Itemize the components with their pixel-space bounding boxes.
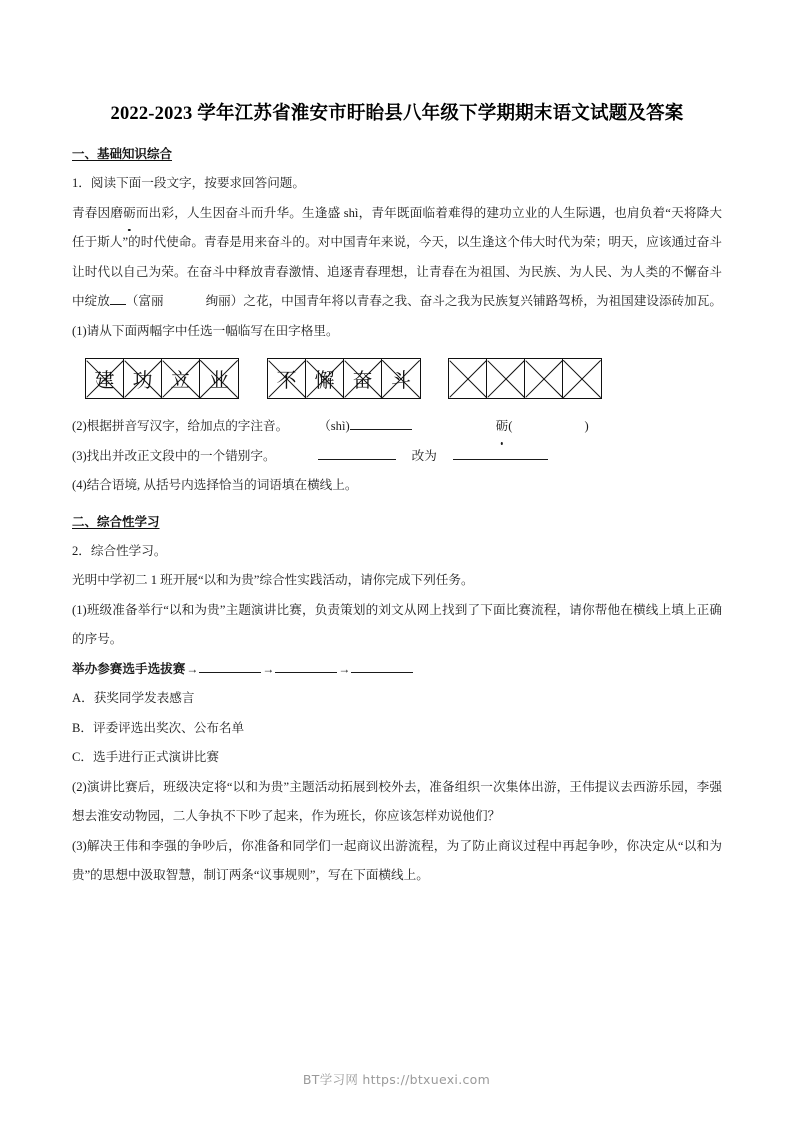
paren-close: )	[584, 419, 589, 433]
question-2-sub-1: (1)班级准备举行“以和为贵”主题演讲比赛，负责策划的刘文从网上找到了下面比赛流程，请你帮他在横线上填上正确的序号。	[72, 602, 722, 646]
tianzige-grid-1[interactable]	[85, 358, 239, 399]
question-2-sub-3: (3)解决王伟和李强的争吵后，你准备和同学们一起商议出游流程，为了防止商议过程中再起争吵，你决定从“以和为贵”的思想中汲取智慧，制订两条“议事规则”，写在下面横线上。	[72, 838, 722, 882]
arrow-right-icon: →	[262, 661, 275, 676]
tianzige-cell[interactable]	[200, 359, 238, 398]
tianzige-char: 立	[170, 368, 191, 392]
question-1-sub-1: (1)请从下面两幅字中任选一幅临写在田字格里。	[72, 323, 339, 338]
tianzige-char: 不	[276, 368, 297, 392]
emphasis-dot-char-li-2: 砺	[496, 412, 509, 442]
question-1-sub-4: (4)结合语境, 从括号内选择恰当的词语填在横线上。	[72, 478, 358, 492]
pinyin-label: （shì)	[318, 419, 350, 433]
flow-option-a: A．获奖同学发表感言	[72, 691, 195, 705]
tianzige-cell[interactable]	[124, 359, 162, 398]
tianzige-char: 建	[94, 368, 115, 392]
tianzige-cell[interactable]	[86, 359, 124, 398]
passage-paren-open: （富丽	[125, 294, 164, 308]
reading-passage	[72, 199, 722, 317]
arrow-right-icon: →	[338, 661, 351, 676]
question-1-sub-3	[72, 442, 722, 472]
tianzige-cell[interactable]	[563, 359, 601, 398]
question-1-sub-3-middle: 改为	[411, 448, 437, 463]
tianzige-char: 功	[132, 368, 153, 392]
tianzige-cell[interactable]	[268, 359, 306, 398]
tianzige-cell[interactable]	[487, 359, 525, 398]
tianzige-char: 懈	[314, 368, 335, 392]
passage-part-3: 之花，中国青年将以青春之我、奋斗之我为民族复兴铺路驾桥，为祖国建设添砖加瓦。	[243, 294, 722, 308]
passage-part-2: 而出彩，人生因奋斗而升华。生逢盛 shì，青年既面临着难得的建功立业的人生际遇，也肩负着“天将降大任于斯人”的时代使命。青春是用来奋斗的。对中国青年来说，今天，以生逢这个伟大时代为荣；明天，应该通过奋斗让时代以自己为荣。在奋斗中释放青春激情、追逐青春理想，让青春在为祖国、为民族、为人民、为人类的不懈奋斗中绽放	[72, 205, 723, 308]
page-title: 2022-2023 学年江苏省淮安市盱眙县八年级下学期期末语文试题及答案	[110, 104, 684, 124]
answer-blank-wrong-char[interactable]	[318, 459, 396, 460]
tianzige-char	[487, 359, 524, 398]
flow-option-b: B．评委评选出奖次、公布名单	[72, 720, 245, 735]
question-2-intro: 光明中学初二 1 班开展“以和为贵”综合性实践活动，请你完成下列任务。	[72, 573, 474, 587]
question-2-sub-2: (2)演讲比赛后，班级决定将“以和为贵”主题活动拓展到校外去，准备组织一次集体出游，王伟提议去西游乐园，李强想去淮安动物园，二人争执不下吵了起来，作为班长，你应该怎样劝说他们？	[72, 779, 722, 823]
tianzige-grid-row	[72, 354, 722, 410]
flow-blank-2[interactable]	[275, 672, 337, 673]
paren-open: (	[508, 419, 513, 433]
tianzige-char: 奋	[352, 368, 373, 392]
arrow-right-icon: →	[186, 661, 199, 676]
tianzige-char: 业	[209, 368, 229, 392]
emphasis-dot-char-li: 砺	[123, 199, 136, 229]
tianzige-cell[interactable]	[382, 359, 420, 398]
question-1-sub-3-prefix: (3)找出并改正文段中的一个错别字。	[72, 448, 276, 463]
section-heading-1: 一、基础知识综合	[72, 147, 173, 161]
tianzige-char	[525, 359, 562, 398]
page-footer-watermark: BT学习网 https://btxuexi.com	[302, 1072, 491, 1087]
flow-start-label: 举办参赛选手选拔赛	[72, 661, 186, 676]
answer-blank-pinyin[interactable]	[350, 429, 412, 430]
answer-blank-correct-char[interactable]	[453, 459, 548, 460]
question-1-stem: 1．阅读下面一段文字，按要求回答问题。	[72, 176, 305, 190]
flow-option-c: C．选手进行正式演讲比赛	[72, 750, 219, 764]
tianzige-char: 斗	[391, 368, 411, 392]
question-1-sub-2-prefix: (2)根据拼音写汉字，给加点的字注音。	[72, 419, 289, 433]
tianzige-cell[interactable]	[162, 359, 200, 398]
tianzige-grid-2[interactable]	[267, 358, 421, 399]
tianzige-cell[interactable]	[344, 359, 382, 398]
question-2-stem: 2．综合性学习。	[72, 543, 167, 558]
question-1-sub-2	[72, 412, 722, 442]
tianzige-grid-3-empty[interactable]	[448, 358, 602, 399]
contest-flow-line	[72, 655, 722, 685]
passage-inline-blank[interactable]	[110, 304, 126, 305]
section-heading-2: 二、综合性学习	[72, 514, 160, 529]
document-body	[72, 96, 722, 891]
tianzige-cell[interactable]	[306, 359, 344, 398]
passage-part-1: 青春因磨	[72, 205, 124, 220]
tianzige-cell[interactable]	[525, 359, 563, 398]
tianzige-cell[interactable]	[449, 359, 487, 398]
flow-blank-3[interactable]	[351, 672, 413, 673]
passage-paren-options: 绚丽）	[205, 294, 244, 308]
tianzige-char	[449, 359, 486, 398]
flow-blank-1[interactable]	[199, 672, 261, 673]
tianzige-char	[563, 359, 601, 398]
